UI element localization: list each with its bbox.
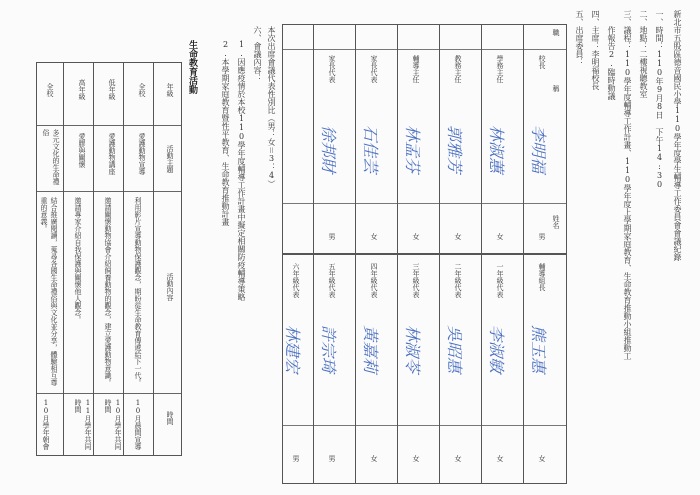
le-time-2: 11月學年共同時間	[74, 399, 92, 450]
le-header-grade: 年級	[166, 83, 174, 97]
attendance-table	[282, 24, 567, 484]
role-r2: 二年級代表	[454, 263, 462, 298]
signature-r6: 林建宏	[283, 325, 302, 374]
header-role: 職	[552, 29, 560, 36]
header-name: 稱	[552, 85, 560, 92]
gender-r0: 女	[538, 455, 546, 462]
header-sign: 姓名	[552, 215, 560, 229]
le-content-2: 邀請專家介紹自我保護與關懷他人觀念。	[74, 197, 82, 323]
agenda-item-2: 2.本學期家庭教育暨性平教育、生命教育推動計畫	[221, 40, 230, 226]
role-r5: 五年級代表	[328, 263, 336, 298]
meeting-time: 一、時間：110年9月8日 下午14:30	[655, 10, 664, 189]
role-r4: 四年級代表	[370, 263, 378, 298]
gender-r2: 女	[454, 455, 462, 462]
le-content-1: 邀請關懷動物協會介紹飼養動物的觀念，建立愛護動物意識。	[104, 197, 112, 386]
role-guidance: 輔導主任	[412, 55, 420, 83]
role-teaching: 教務主任	[454, 55, 462, 83]
life-ed-table	[36, 62, 182, 456]
signature-2: 郭雅芳	[445, 125, 464, 174]
role-parent-1: 家長代表	[370, 55, 378, 83]
gender-5: 男	[328, 233, 336, 240]
gender-r6: 男	[292, 455, 300, 462]
le-time-0: 10月晨間宣導	[134, 399, 142, 450]
signature-r0: 熊玉惠	[529, 325, 548, 374]
le-grade-3: 全校	[46, 83, 54, 97]
signature-5: 徐邦財	[319, 125, 338, 174]
signature-r4: 黃嘉莉	[361, 325, 380, 374]
gender-1: 女	[496, 233, 504, 240]
signature-r3: 林淑苓	[403, 325, 422, 374]
le-content-0: 利用影片宣導動物保護觀念，期盼從生命教育傳遞給下一代。	[134, 197, 142, 386]
role-parent-2: 家長代表	[328, 55, 336, 83]
role-academic: 學務主任	[496, 55, 504, 83]
meeting-agenda-2: 作報告2.臨時動議	[607, 26, 616, 100]
role-r0: 輔導組長	[538, 263, 546, 291]
gender-r1: 女	[496, 455, 504, 462]
gender-3: 女	[412, 233, 420, 240]
role-r1: 一年級代表	[496, 263, 504, 298]
le-theme-0: 愛護動物宣導	[138, 133, 146, 175]
role-r6: 六年級代表	[292, 263, 300, 298]
signature-1: 林淑蕙	[487, 125, 506, 174]
gender-4: 女	[370, 233, 378, 240]
meeting-agenda: 三、議程：110學年度輔導工作計畫、110學年度上學期家庭教育、生命教育推動小組推動工	[623, 10, 632, 360]
signature-3: 林孟芬	[403, 125, 422, 174]
gender-2: 女	[454, 233, 462, 240]
gender-0: 男	[538, 233, 546, 240]
meeting-place: 二、地點：二樓視聽教室	[639, 10, 648, 98]
le-theme-3: 多元文化的生命禮俗	[42, 129, 60, 185]
gender-r5: 男	[328, 455, 336, 462]
meeting-chair: 四、主席：李明福校長	[591, 10, 600, 90]
doc-title: 新北市五股區德音國民小學110學年度學生輔導工作委員會會議紀錄	[673, 10, 682, 261]
section-6: 六、會議內容：	[253, 26, 262, 82]
signature-r5: 許宗琦	[319, 325, 338, 374]
gender-r3: 女	[412, 455, 420, 462]
le-header-time: 時間	[166, 411, 174, 425]
le-grade-2: 高年級	[78, 79, 86, 100]
le-header-content: 活動內容	[166, 273, 174, 301]
le-theme-2: 愛膠與關懷	[78, 133, 86, 168]
le-header-theme: 活動主題	[166, 145, 174, 173]
role-r3: 三年級代表	[412, 263, 420, 298]
signature-r1: 李淑敏	[487, 325, 506, 374]
role-principal: 校長	[538, 55, 546, 69]
signature-r2: 吳昭惠	[445, 325, 464, 374]
signature-0: 李明福	[529, 125, 548, 174]
agenda-item-1: 1.因應疫情於本校110學年度輔導工作計畫中擬定相關防疫輔導策略	[237, 40, 246, 301]
le-time-1: 10月學年共同時間	[104, 399, 122, 450]
le-grade-1: 低年級	[108, 79, 116, 100]
gender-r4: 女	[370, 455, 378, 462]
attendance-summary: 本次出席會議代表性別比（男：女＝3：4）	[267, 26, 276, 188]
attendees-heading: 五、出席委員：	[575, 10, 584, 66]
signature-4: 石佳芸	[361, 125, 380, 174]
le-time-3: 10月學年朝會	[42, 399, 50, 450]
le-grade-0: 全校	[138, 83, 146, 97]
le-theme-1: 愛護動物講座	[108, 133, 116, 175]
le-content-3: 結合推廣閱讀，蒐尋各國生命禮俗與文化並分享，體驗相互尊重的意義。	[40, 197, 58, 386]
life-ed-title: 生命教育活動	[187, 40, 197, 94]
